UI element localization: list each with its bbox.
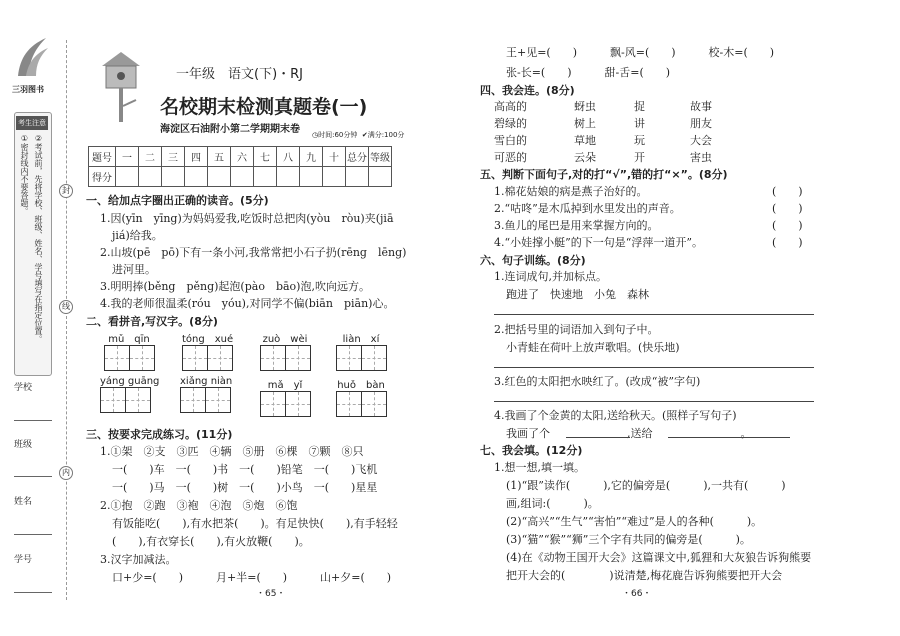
s1-line: 1.因(yīn yīng)为妈妈爱我,吃饭时总把肉(yòu ròu)夹(jiā (100, 212, 394, 225)
binding-strip (0, 0, 70, 636)
writing-box[interactable] (205, 387, 231, 413)
clock-icon: ◷ (312, 131, 319, 139)
s1-line: 4.我的老师很温柔(róu yóu),对同学不偏(biān piān)心。 (100, 297, 395, 310)
s3-line: 3.汉字加减法。 (100, 553, 177, 566)
pinyin-box-group (260, 330, 310, 370)
s3-line: 有饭能吃( ),有水把茶( )。有足快快( ),有手轻轻 (112, 517, 398, 530)
score-cell: 等级 (369, 147, 392, 167)
class-field[interactable] (14, 476, 52, 477)
score-input[interactable] (300, 167, 323, 187)
score-cell: 题号 (89, 147, 116, 167)
match-item[interactable]: 云朵 (574, 151, 596, 164)
section-7-title: 七、我会填。(12分) (480, 444, 583, 457)
s6-line: 4.我画了个金黄的太阳,送给秋天。(照样子写句子) (494, 409, 737, 422)
score-cell: 一 (116, 147, 139, 167)
s3-line: 2.①抱 ②跑 ③袍 ④泡 ⑤炮 ⑥饱 (100, 499, 298, 512)
pinyin-box-group (336, 330, 386, 370)
score-input[interactable] (162, 167, 185, 187)
name-field[interactable] (14, 534, 52, 535)
match-item[interactable]: 可恶的 (494, 151, 527, 164)
s7-line: (3)“猫”“猴”“狮”三个字有共同的偏旁是( )。 (506, 533, 751, 546)
match-item[interactable]: 玩 (634, 134, 645, 147)
check-icon: ✔ (361, 131, 368, 139)
match-item[interactable]: 高高的 (494, 100, 527, 113)
score-cell: 三 (162, 147, 185, 167)
writing-box[interactable] (182, 345, 208, 371)
s1-line: jiá)给我。 (112, 229, 163, 242)
notice-item-2: ②考试前，先将学校、班级、姓名、学号填写在指定位置。 (34, 134, 43, 343)
score-header-row (89, 147, 392, 167)
score-input[interactable] (277, 167, 300, 187)
pinyin-box-group (100, 376, 159, 416)
writing-box[interactable] (207, 345, 233, 371)
s1-line: 2.山坡(pē pō)下有一条小河,我常常把小石子扔(rēng lēng) (100, 246, 407, 259)
section-2-title: 二、看拼音,写汉字。(8分) (86, 315, 218, 328)
pinyin-box-group (336, 376, 386, 416)
pinyin-label: mǎ yǐ (267, 380, 303, 391)
exam-time: 时间:60分钟 (318, 131, 358, 139)
pinyin-label: huǒ bàn (337, 380, 385, 391)
score-input[interactable] (208, 167, 231, 187)
pinyin-label: liàn xí (342, 334, 380, 345)
judge-line: 3.鱼儿的尾巴是用来掌握方向的。 (494, 219, 659, 232)
match-item[interactable]: 蚜虫 (574, 100, 596, 113)
score-cell: 二 (139, 147, 162, 167)
writing-box[interactable] (336, 345, 362, 371)
match-item[interactable]: 树上 (574, 117, 596, 130)
score-input[interactable] (323, 167, 346, 187)
s7-line: (1)“跟”读作( ),它的偏旁是( ),一共有( ) (506, 479, 786, 492)
pinyin-label: yáng guāng (100, 376, 160, 387)
calc-line: 王+见=( ) 飘-风=( ) 校-木=( ) (506, 46, 775, 59)
exam-meta (312, 130, 404, 140)
answer-line[interactable] (494, 367, 814, 368)
judge-answer[interactable]: ( ) (772, 185, 803, 198)
pinyin-label: tóng xué (182, 334, 234, 345)
calc-line: 张-长=( ) 甜-舌=( ) (506, 66, 671, 79)
judge-answer[interactable]: ( ) (772, 202, 803, 215)
s3-line: ( ),有衣穿长( ),有火放鞭( )。 (112, 535, 310, 548)
s7-line: (2)“高兴”“生气”“害怕”“难过”是人的各种( )。 (506, 515, 763, 528)
score-cell: 得分 (89, 167, 116, 187)
score-table (88, 146, 392, 187)
score-input[interactable] (254, 167, 277, 187)
match-item[interactable]: 故事 (690, 100, 712, 113)
match-item[interactable]: 捉 (634, 100, 645, 113)
judge-answer[interactable]: ( ) (772, 219, 803, 232)
s6-line: 1.连词成句,并加标点。 (494, 270, 607, 283)
score-input[interactable] (116, 167, 139, 187)
score-cell: 总分 (346, 147, 369, 167)
match-item[interactable]: 害虫 (690, 151, 712, 164)
score-value-row (89, 167, 392, 187)
answer-blank[interactable] (566, 437, 630, 438)
score-cell: 五 (208, 147, 231, 167)
page-number-right: ・66・ (622, 589, 652, 599)
judge-answer[interactable]: ( ) (772, 236, 803, 249)
judge-line: 1.棉花姑娘的病是燕子治好的。 (494, 185, 648, 198)
notice-item-1: ①密封线内不要答题。 (20, 134, 29, 215)
brand-logo-icon (14, 36, 50, 78)
score-cell: 九 (300, 147, 323, 167)
writing-box[interactable] (129, 345, 155, 371)
writing-box[interactable] (285, 345, 311, 371)
match-item[interactable]: 朋友 (690, 117, 712, 130)
writing-box[interactable] (260, 391, 286, 417)
s7-line: 画,组词:( )。 (506, 497, 599, 510)
s6-line: 小青蛙在荷叶上放声歌唱。(快乐地) (506, 341, 680, 354)
section-5-title: 五、判断下面句子,对的打“√”,错的打“×”。(8分) (480, 168, 728, 181)
writing-box[interactable] (125, 387, 151, 413)
s3-line: 1.①架 ②支 ③匹 ④辆 ⑤册 ⑥棵 ⑦颗 ⑧只 (100, 445, 364, 458)
seal-mark-1: 封 (59, 184, 73, 198)
pinyin-box-group (260, 376, 310, 416)
score-input[interactable] (185, 167, 208, 187)
section-3-title: 三、按要求完成练习。(11分) (86, 428, 233, 441)
writing-box[interactable] (361, 345, 387, 371)
pinyin-label: zuò wèi (262, 334, 308, 345)
exam-score: 满分:100分 (367, 131, 405, 139)
judge-line: 4.“小娃撑小艇”的下一句是“浮萍一道开”。 (494, 236, 703, 249)
name-label: 姓名 (14, 497, 33, 507)
s1-line: 进河里。 (112, 263, 156, 276)
match-item[interactable]: 草地 (574, 134, 596, 147)
s6-line: 3.红色的太阳把水映红了。(改成“被”字句) (494, 375, 701, 388)
pinyin-label: xiǎng niàn (180, 376, 233, 387)
match-item[interactable]: 讲 (634, 117, 645, 130)
seal-mark-2: 线 (59, 300, 73, 314)
s7-line: 1.想一想,填一填。 (494, 461, 585, 474)
brand-name: 三羽图书 (12, 85, 44, 94)
score-input[interactable] (231, 167, 254, 187)
seal-line (66, 40, 67, 600)
score-cell: 八 (277, 147, 300, 167)
page-number-left: ・65・ (256, 589, 286, 599)
section-1-title: 一、给加点字圈出正确的读音。(5分) (86, 194, 269, 207)
student-id-label: 学号 (14, 555, 33, 565)
s6-line: 2.把括号里的词语加入到句子中。 (494, 323, 659, 336)
pinyin-label: mǔ qīn (108, 334, 150, 345)
score-cell: 六 (231, 147, 254, 167)
score-input[interactable] (369, 167, 392, 187)
s7-line: (4)在《动物王国开大会》这篇课文中,狐狸和大灰狼告诉狗熊要 (506, 551, 812, 564)
student-id-field[interactable] (14, 592, 52, 593)
birdhouse-illustration-icon (96, 48, 146, 122)
s3-line: 口+少=( ) 月+半=( ) 山+夕=( ) (112, 571, 392, 584)
s3-line: 一( )车 一( )书 一( )铅笔 一( )飞机 (112, 463, 378, 476)
section-4-title: 四、我会连。(8分) (480, 84, 575, 97)
answer-line[interactable] (494, 401, 814, 402)
s1-line: 3.明明捧(běng pěng)起泡(pào bāo)泡,吹向远方。 (100, 280, 370, 293)
writing-box[interactable] (180, 387, 206, 413)
score-cell: 十 (323, 147, 346, 167)
writing-box[interactable] (285, 391, 311, 417)
class-label: 班级 (14, 440, 33, 450)
writing-box[interactable] (361, 391, 387, 417)
exam-notice-title: 考生注意 (16, 116, 48, 130)
grade-subject: 一年级 语文(下)・RJ (176, 67, 304, 82)
writing-box[interactable] (260, 345, 286, 371)
writing-box[interactable] (336, 391, 362, 417)
answer-blank[interactable] (668, 437, 790, 438)
pinyin-box-group (104, 330, 154, 370)
school-field[interactable] (14, 420, 52, 421)
match-item[interactable]: 碧绿的 (494, 117, 527, 130)
writing-box[interactable] (104, 345, 130, 371)
seal-mark-3: 内 (59, 466, 73, 480)
s6-line: 我画了个 ,送给 。 (506, 427, 752, 440)
judge-line: 2.“咕咚”是木瓜掉到水里发出的声音。 (494, 202, 681, 215)
answer-line[interactable] (494, 314, 814, 315)
match-item[interactable]: 大会 (690, 134, 712, 147)
s6-line: 跑进了 快速地 小兔 森林 (506, 288, 649, 301)
s3-line: 一( )马 一( )树 一( )小鸟 一( )星星 (112, 481, 378, 494)
match-item[interactable]: 开 (634, 151, 645, 164)
exam-subtitle: 海淀区石油附小第二学期期末卷 (160, 124, 300, 135)
score-input[interactable] (139, 167, 162, 187)
section-6-title: 六、句子训练。(8分) (480, 254, 586, 267)
score-cell: 四 (185, 147, 208, 167)
pinyin-box-group (182, 330, 233, 370)
writing-box[interactable] (100, 387, 126, 413)
pinyin-box-group (180, 376, 232, 416)
match-item[interactable]: 雪白的 (494, 134, 527, 147)
score-input[interactable] (346, 167, 369, 187)
school-label: 学校 (14, 383, 33, 393)
score-cell: 七 (254, 147, 277, 167)
page-title: 名校期末检测真题卷(一) (160, 96, 368, 118)
s7-line: 把开大会的( )说清楚,梅花鹿告诉狗熊要把开大会 (506, 569, 783, 582)
